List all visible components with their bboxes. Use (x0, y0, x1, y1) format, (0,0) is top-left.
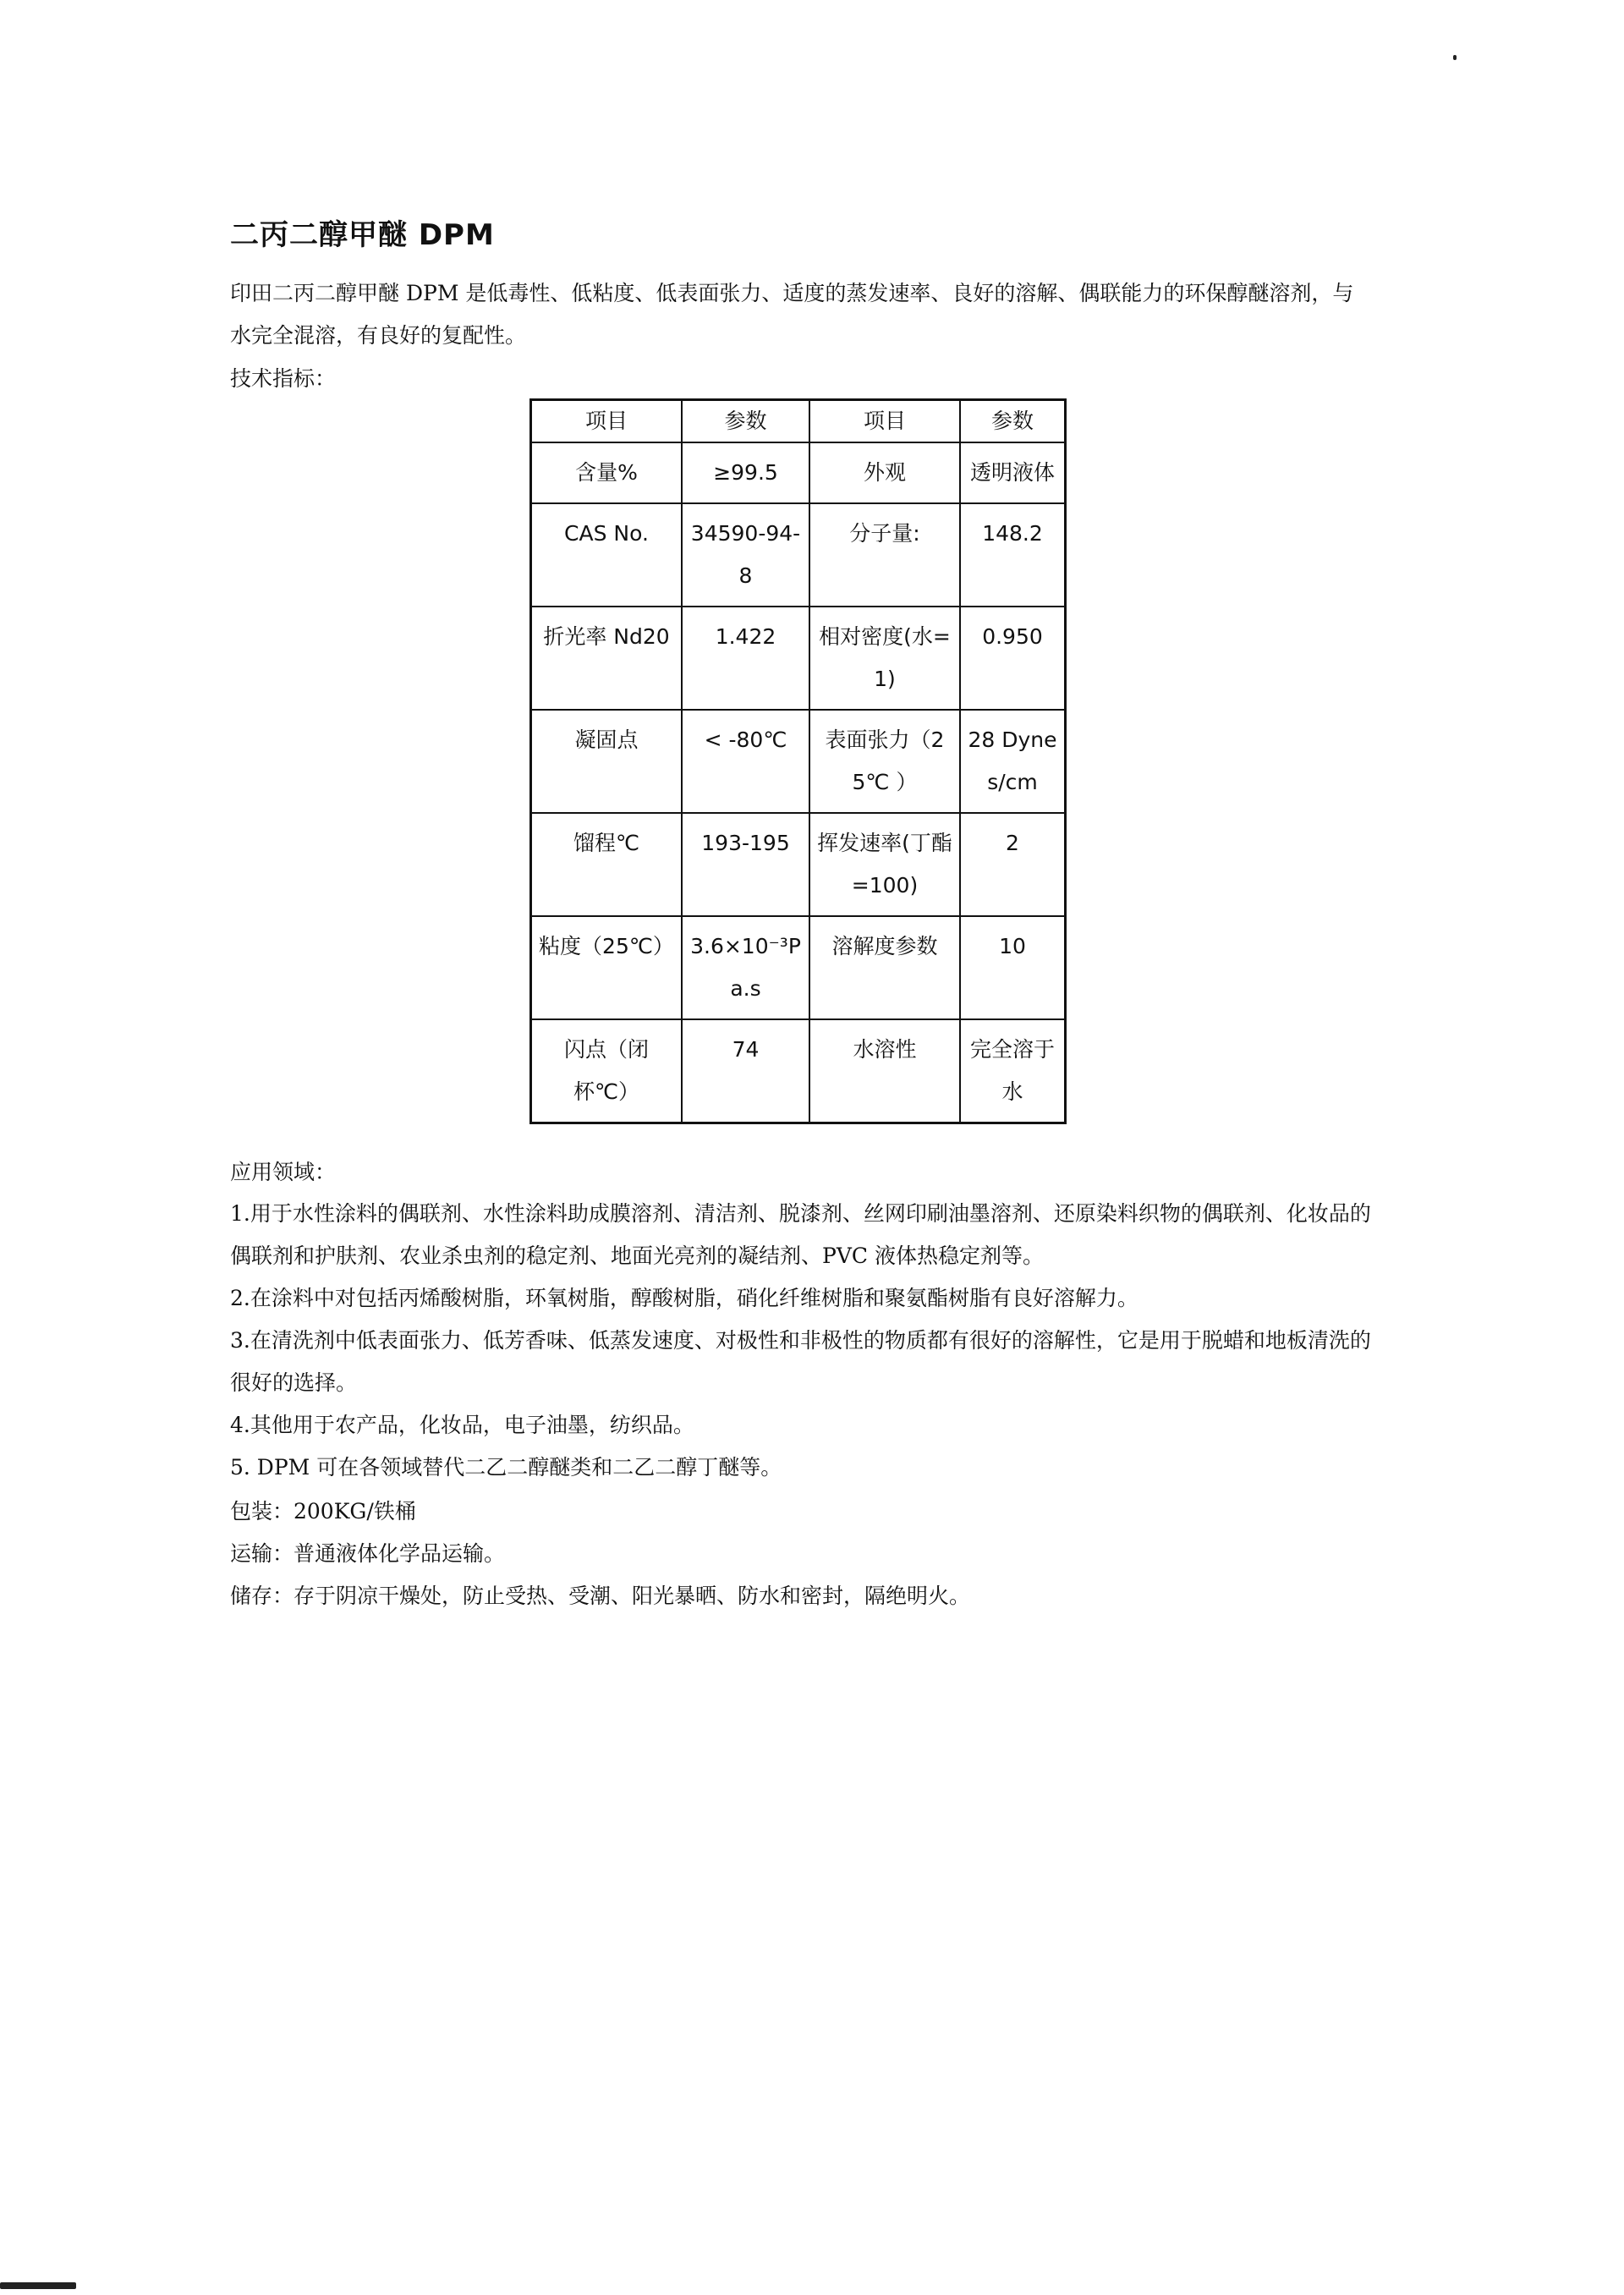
table-row (531, 710, 1066, 813)
document-title: 二丙二醇甲醚 DPM (230, 218, 495, 252)
tech-spec-label: 技术指标： (230, 366, 337, 391)
table-row (531, 813, 1066, 916)
table-cell: < -80℃ (682, 710, 809, 813)
spec-table-header-row (531, 400, 1066, 443)
table-row (531, 916, 1066, 1019)
table-cell: 34590-94-8 (682, 503, 809, 607)
table-cell: 表面张力（25℃ ） (809, 710, 960, 813)
table-cell: 相对密度(水=1) (809, 607, 960, 710)
table-cell: 0.950 (960, 607, 1066, 710)
header-param-1: 参数 (682, 400, 809, 443)
table-cell: CAS No. (531, 503, 683, 607)
list-item: 1.用于水性涂料的偶联剂、水性涂料助成膜溶剂、清洁剂、脱漆剂、丝网印刷油墨溶剂、还原染料织物的偶联剂、化妆品的偶联剂和护肤剂、农业杀虫剂的稳定剂、地面光亮剂的凝结剂、PVC 液体热稳定剂等。 (230, 1201, 1371, 1268)
table-cell: 水溶性 (809, 1019, 960, 1123)
table-cell: 148.2 (960, 503, 1066, 607)
list-item: 2.在涂料中对包括丙烯酸树脂，环氧树脂，醇酸树脂，硝化纤维树脂和聚氨酯树脂有良好溶解力。 (230, 1286, 1138, 1310)
table-cell: 分子量: (809, 503, 960, 607)
table-cell: 完全溶于水 (960, 1019, 1066, 1123)
list-item: 5. DPM 可在各领域替代二乙二醇醚类和二乙二醇丁醚等。 (230, 1455, 782, 1480)
intro-paragraph: 印田二丙二醇甲醚 DPM 是低毒性、低粘度、低表面张力、适度的蒸发速率、良好的溶解、偶联能力的环保醇醚溶剂，与水完全混溶，有良好的复配性。 (230, 281, 1354, 348)
table-cell: 外观 (809, 442, 960, 503)
table-cell: 溶解度参数 (809, 916, 960, 1019)
table-row (531, 1019, 1066, 1123)
table-cell: 凝固点 (531, 710, 683, 813)
scan-speck (0, 2282, 76, 2289)
table-row (531, 442, 1066, 503)
table-cell: 193-195 (682, 813, 809, 916)
packaging-line: 包装：200KG/铁桶 (230, 1499, 416, 1524)
header-param-2: 参数 (960, 400, 1066, 443)
table-cell: ≥99.5 (682, 442, 809, 503)
applications-label: 应用领域： (230, 1160, 337, 1184)
header-item-2: 项目 (809, 400, 960, 443)
table-cell: 3.6×10⁻³Pa.s (682, 916, 809, 1019)
storage-line: 储存：存于阴凉干燥处，防止受热、受潮、阳光暴晒、防水和密封，隔绝明火。 (230, 1584, 971, 1608)
transport-line: 运输：普通液体化学品运输。 (230, 1541, 506, 1566)
table-cell: 1.422 (682, 607, 809, 710)
table-cell: 2 (960, 813, 1066, 916)
table-cell: 含量% (531, 442, 683, 503)
spec-table (529, 398, 1067, 1124)
table-cell: 折光率 Nd20 (531, 607, 683, 710)
table-row (531, 503, 1066, 607)
table-cell: 28 Dynes/cm (960, 710, 1066, 813)
list-item: 3.在清洗剂中低表面张力、低芳香味、低蒸发速度、对极性和非极性的物质都有很好的溶解性，它是用于脱蜡和地板清洗的很好的选择。 (230, 1328, 1371, 1395)
table-row (531, 607, 1066, 710)
applications-list (230, 1193, 1380, 1489)
table-cell: 10 (960, 916, 1066, 1019)
table-cell: 馏程℃ (531, 813, 683, 916)
table-cell: 透明液体 (960, 442, 1066, 503)
table-cell: 闪点（闭杯℃） (531, 1019, 683, 1123)
list-item: 4.其他用于农产品，化妆品，电子油墨，纺织品。 (230, 1413, 694, 1437)
header-item-1: 项目 (531, 400, 683, 443)
table-cell: 粘度（25℃） (531, 916, 683, 1019)
logistics-section (230, 1491, 970, 1617)
table-cell: 74 (682, 1019, 809, 1123)
table-cell: 挥发速率(丁酯=100) (809, 813, 960, 916)
scan-speck (1453, 55, 1457, 60)
